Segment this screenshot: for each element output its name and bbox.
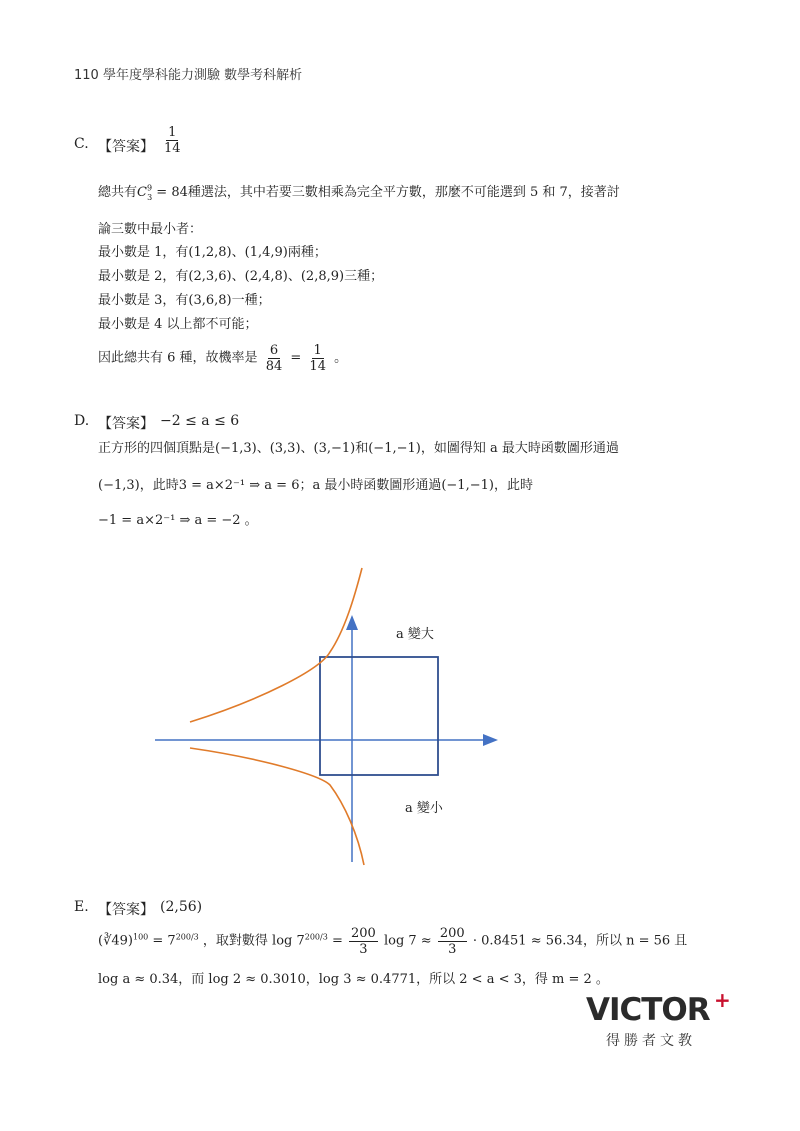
part-c-line-3: 最小數是 1，有(1,2,8)、(1,4,9)兩種； [98,245,327,260]
answer-fraction: $\frac{1}{14}$ [164,125,181,156]
part-d-graph [150,560,510,870]
part-e-label: E. [74,899,89,915]
fraction-200-3-a: $\frac{200}{3}$ [351,926,376,957]
part-e-line-2: log a ≈ 0.34，而 log 2 ≈ 0.3010，log 3 ≈ 0.4771，所以 2 < a < 3，得 m = 2 。 [98,972,609,987]
part-c-answer-tag: 【答案】 [98,139,154,155]
victor-logo [586,988,731,1052]
prob-fraction-2: $\frac{1}{14}$ [309,343,326,374]
part-c-label: C. [74,136,89,152]
part-c-line-7: 因此總共有 6 種，故機率是 $\frac{6}{84}$ = $\frac{1}{14}$ 。 [98,343,348,374]
curve-a-large [190,568,362,722]
part-c-line-6: 最小數是 4 以上都不可能； [98,317,258,332]
logo-plus: + [714,988,731,1012]
part-d-answer: −2 ≤ a ≤ 6 [160,413,240,429]
fraction-200-3-b: $\frac{200}{3}$ [439,926,465,957]
part-c-line-1: 總共有$C^9_3 = 84$種選法，其中若要三數相乘為完全平方數，那麼不可能選到 5 和 7，接著討 [98,183,620,202]
part-e-line-1: (∛49)$^{100}$ = $7^{200/3}$ ，取對數得 $\log 7^{200/3}$ = $\frac{200}{3}$ log 7 ≈ $\frac{200}{3}$ · 0.8451 ≈ 56.34，所以 n = 56 且 [98,926,688,957]
part-c-line-5: 最小數是 3，有(3,6,8)一種； [98,293,271,308]
part-c-line-4: 最小數是 2，有(2,3,6)、(2,4,8)、(2,8,9)三種； [98,269,384,284]
square [320,657,438,775]
part-d-answer-tag: 【答案】 [98,416,154,432]
part-c-answer [160,125,185,156]
part-e-answer: (2,56) [160,899,203,915]
logo-subtitle: 得勝者文教 [606,1033,696,1049]
part-c-line-2: 論三數中最小者： [98,222,203,237]
label-a-small: a 變小 [405,801,443,816]
curve-a-small [190,748,364,865]
logo-wordmark: VICTOR [586,992,710,1028]
part-d-line-1: 正方形的四個頂點是(−1,3)、(3,3)、(3,−1)和(−1,−1)，如圖得知 a 最大時函數圖形通過 [98,441,619,456]
part-e-answer-tag: 【答案】 [98,902,154,918]
part-d-label: D. [74,413,90,429]
label-a-big: a 變大 [396,627,434,642]
page-header: 110 學年度學科能力測驗 數學考科解析 [74,68,303,83]
part-d-line-2: (−1,3)，此時3 = a×2⁻¹ ⇒ a = 6；a 最小時函數圖形通過(−1,−1)，此時 [98,478,533,493]
prob-fraction-1: $\frac{6}{84}$ [265,343,283,374]
part-d-line-3: −1 = a×2⁻¹ ⇒ a = −2 。 [98,513,258,528]
